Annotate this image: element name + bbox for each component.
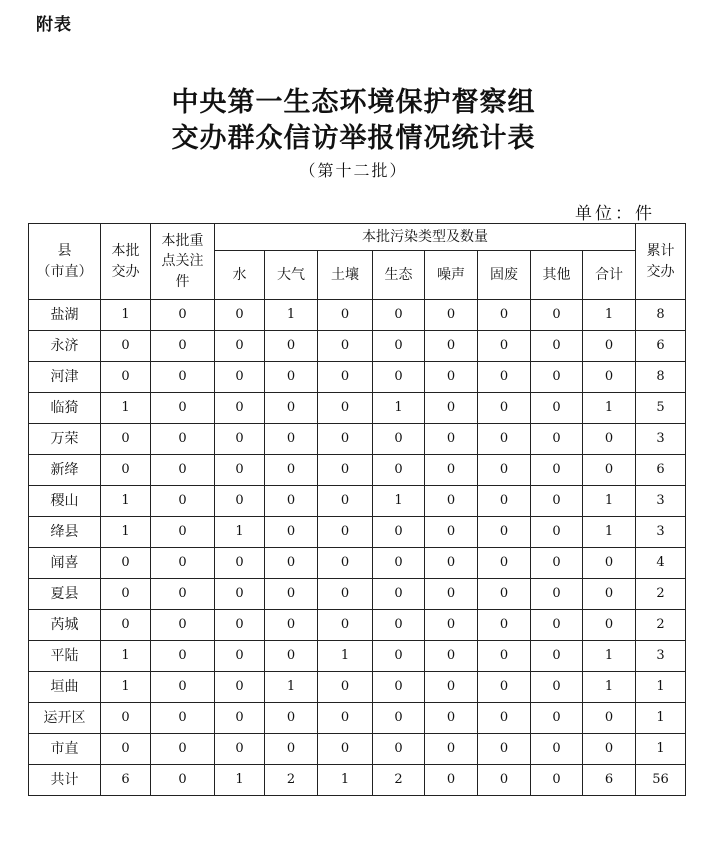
table-row xyxy=(29,455,686,486)
value-cell: 0 xyxy=(215,579,265,610)
value-cell: 0 xyxy=(101,362,151,393)
value-cell: 0 xyxy=(478,765,531,796)
value-cell: 0 xyxy=(265,579,318,610)
value-cell: 0 xyxy=(531,703,583,734)
value-cell: 0 xyxy=(531,486,583,517)
value-cell: 6 xyxy=(583,765,636,796)
value-cell: 0 xyxy=(531,548,583,579)
value-cell: 0 xyxy=(478,362,531,393)
header-pollution-group: 本批污染类型及数量 xyxy=(215,224,636,251)
value-cell: 1 xyxy=(583,393,636,424)
value-cell: 6 xyxy=(636,331,686,362)
value-cell: 0 xyxy=(373,641,425,672)
value-cell: 0 xyxy=(531,641,583,672)
value-cell: 1 xyxy=(583,641,636,672)
value-cell: 0 xyxy=(265,548,318,579)
value-cell: 0 xyxy=(425,641,478,672)
county-cell: 平陆 xyxy=(29,641,101,672)
value-cell: 0 xyxy=(425,362,478,393)
value-cell: 0 xyxy=(318,424,373,455)
value-cell: 1 xyxy=(101,517,151,548)
value-cell: 0 xyxy=(265,610,318,641)
value-cell: 4 xyxy=(636,548,686,579)
value-cell: 0 xyxy=(101,455,151,486)
value-cell: 0 xyxy=(373,362,425,393)
value-cell: 0 xyxy=(373,331,425,362)
value-cell: 0 xyxy=(478,331,531,362)
value-cell: 0 xyxy=(531,362,583,393)
value-cell: 0 xyxy=(478,579,531,610)
value-cell: 2 xyxy=(373,765,425,796)
value-cell: 0 xyxy=(425,455,478,486)
value-cell: 0 xyxy=(318,703,373,734)
value-cell: 0 xyxy=(478,672,531,703)
value-cell: 3 xyxy=(636,424,686,455)
value-cell: 0 xyxy=(151,424,215,455)
table-row xyxy=(29,424,686,455)
header-county: 县 （市直） xyxy=(29,224,101,300)
value-cell: 0 xyxy=(478,548,531,579)
page-title-line1: 中央第一生态环境保护督察组 xyxy=(171,87,536,118)
value-cell: 1 xyxy=(373,486,425,517)
table-row xyxy=(29,331,686,362)
value-cell: 0 xyxy=(265,703,318,734)
value-cell: 0 xyxy=(531,734,583,765)
value-cell: 56 xyxy=(636,765,686,796)
value-cell: 0 xyxy=(425,734,478,765)
value-cell: 0 xyxy=(318,734,373,765)
table-row xyxy=(29,393,686,424)
value-cell: 0 xyxy=(373,610,425,641)
value-cell: 0 xyxy=(265,517,318,548)
county-cell: 运开区 xyxy=(29,703,101,734)
value-cell: 1 xyxy=(373,393,425,424)
header-key-focus: 本批重 点关注 件 xyxy=(151,224,215,300)
value-cell: 0 xyxy=(478,486,531,517)
value-cell: 0 xyxy=(425,765,478,796)
value-cell: 0 xyxy=(215,300,265,331)
value-cell: 0 xyxy=(151,455,215,486)
county-cell: 芮城 xyxy=(29,610,101,641)
value-cell: 0 xyxy=(531,672,583,703)
value-cell: 0 xyxy=(373,517,425,548)
value-cell: 0 xyxy=(478,455,531,486)
value-cell: 1 xyxy=(265,672,318,703)
value-cell: 0 xyxy=(101,610,151,641)
county-cell: 新绛 xyxy=(29,455,101,486)
value-cell: 1 xyxy=(101,672,151,703)
table-row xyxy=(29,765,686,796)
value-cell: 0 xyxy=(373,579,425,610)
value-cell: 8 xyxy=(636,300,686,331)
value-cell: 0 xyxy=(478,300,531,331)
value-cell: 1 xyxy=(101,300,151,331)
value-cell: 0 xyxy=(425,579,478,610)
value-cell: 0 xyxy=(583,362,636,393)
header-noise: 噪声 xyxy=(425,251,478,300)
value-cell: 0 xyxy=(151,641,215,672)
value-cell: 0 xyxy=(478,517,531,548)
value-cell: 0 xyxy=(151,300,215,331)
value-cell: 0 xyxy=(151,765,215,796)
value-cell: 3 xyxy=(636,486,686,517)
value-cell: 0 xyxy=(265,362,318,393)
value-cell: 0 xyxy=(215,548,265,579)
value-cell: 0 xyxy=(373,455,425,486)
value-cell: 0 xyxy=(373,300,425,331)
county-cell: 垣曲 xyxy=(29,672,101,703)
value-cell: 0 xyxy=(373,672,425,703)
value-cell: 0 xyxy=(215,455,265,486)
table-row xyxy=(29,734,686,765)
table-row xyxy=(29,610,686,641)
value-cell: 0 xyxy=(425,548,478,579)
value-cell: 0 xyxy=(151,331,215,362)
value-cell: 1 xyxy=(583,517,636,548)
value-cell: 0 xyxy=(101,331,151,362)
value-cell: 0 xyxy=(265,331,318,362)
header-cumulative: 累计 交办 xyxy=(636,224,686,300)
value-cell: 0 xyxy=(531,424,583,455)
value-cell: 0 xyxy=(151,579,215,610)
header-subtotal: 合计 xyxy=(583,251,636,300)
county-cell: 稷山 xyxy=(29,486,101,517)
county-cell: 临猗 xyxy=(29,393,101,424)
value-cell: 0 xyxy=(373,703,425,734)
value-cell: 0 xyxy=(265,734,318,765)
header-soil: 土壤 xyxy=(318,251,373,300)
value-cell: 0 xyxy=(101,579,151,610)
header-water: 水 xyxy=(215,251,265,300)
value-cell: 0 xyxy=(318,393,373,424)
value-cell: 0 xyxy=(478,393,531,424)
value-cell: 2 xyxy=(636,579,686,610)
value-cell: 0 xyxy=(583,579,636,610)
value-cell: 0 xyxy=(265,424,318,455)
county-cell: 永济 xyxy=(29,331,101,362)
value-cell: 2 xyxy=(636,610,686,641)
value-cell: 0 xyxy=(151,486,215,517)
value-cell: 0 xyxy=(531,765,583,796)
value-cell: 0 xyxy=(215,672,265,703)
value-cell: 0 xyxy=(373,424,425,455)
value-cell: 0 xyxy=(583,610,636,641)
table-row xyxy=(29,486,686,517)
table-row xyxy=(29,300,686,331)
value-cell: 0 xyxy=(318,672,373,703)
value-cell: 0 xyxy=(318,610,373,641)
county-cell: 绛县 xyxy=(29,517,101,548)
value-cell: 0 xyxy=(215,486,265,517)
value-cell: 0 xyxy=(151,548,215,579)
value-cell: 0 xyxy=(531,517,583,548)
value-cell: 0 xyxy=(215,393,265,424)
value-cell: 0 xyxy=(265,486,318,517)
value-cell: 0 xyxy=(318,455,373,486)
value-cell: 1 xyxy=(215,517,265,548)
county-cell: 万荣 xyxy=(29,424,101,455)
value-cell: 6 xyxy=(101,765,151,796)
value-cell: 0 xyxy=(425,517,478,548)
value-cell: 0 xyxy=(151,703,215,734)
value-cell: 3 xyxy=(636,641,686,672)
value-cell: 1 xyxy=(636,703,686,734)
value-cell: 0 xyxy=(531,393,583,424)
county-cell: 盐湖 xyxy=(29,300,101,331)
value-cell: 0 xyxy=(425,610,478,641)
value-cell: 0 xyxy=(318,517,373,548)
value-cell: 0 xyxy=(373,734,425,765)
value-cell: 0 xyxy=(265,641,318,672)
value-cell: 0 xyxy=(425,300,478,331)
value-cell: 3 xyxy=(636,517,686,548)
value-cell: 0 xyxy=(151,517,215,548)
value-cell: 0 xyxy=(478,703,531,734)
attachment-label: 附表 xyxy=(36,15,72,35)
county-cell: 夏县 xyxy=(29,579,101,610)
value-cell: 0 xyxy=(101,734,151,765)
value-cell: 0 xyxy=(151,362,215,393)
value-cell: 0 xyxy=(583,734,636,765)
county-cell: 河津 xyxy=(29,362,101,393)
county-cell: 共计 xyxy=(29,765,101,796)
table-row xyxy=(29,641,686,672)
value-cell: 0 xyxy=(583,331,636,362)
value-cell: 0 xyxy=(531,300,583,331)
value-cell: 1 xyxy=(318,765,373,796)
value-cell: 1 xyxy=(101,641,151,672)
value-cell: 0 xyxy=(318,331,373,362)
header-ecology: 生态 xyxy=(373,251,425,300)
value-cell: 0 xyxy=(101,703,151,734)
value-cell: 0 xyxy=(215,362,265,393)
value-cell: 0 xyxy=(265,455,318,486)
value-cell: 1 xyxy=(215,765,265,796)
value-cell: 0 xyxy=(531,610,583,641)
value-cell: 0 xyxy=(478,424,531,455)
value-cell: 0 xyxy=(373,548,425,579)
page-title-line2: 交办群众信访举报情况统计表 xyxy=(171,123,536,154)
value-cell: 0 xyxy=(583,455,636,486)
value-cell: 0 xyxy=(531,579,583,610)
unit-label: 单位：件 xyxy=(575,204,655,224)
value-cell: 1 xyxy=(636,734,686,765)
value-cell: 0 xyxy=(101,548,151,579)
value-cell: 0 xyxy=(425,486,478,517)
value-cell: 2 xyxy=(265,765,318,796)
value-cell: 0 xyxy=(151,610,215,641)
value-cell: 0 xyxy=(478,610,531,641)
table-body xyxy=(29,300,686,796)
table-row xyxy=(29,579,686,610)
batch-label: （第十二批） xyxy=(299,161,408,180)
table-row xyxy=(29,517,686,548)
value-cell: 0 xyxy=(265,393,318,424)
value-cell: 0 xyxy=(425,424,478,455)
value-cell: 1 xyxy=(636,672,686,703)
value-cell: 0 xyxy=(531,331,583,362)
value-cell: 0 xyxy=(151,672,215,703)
value-cell: 1 xyxy=(101,393,151,424)
header-air: 大气 xyxy=(265,251,318,300)
county-cell: 闻喜 xyxy=(29,548,101,579)
value-cell: 0 xyxy=(318,362,373,393)
value-cell: 8 xyxy=(636,362,686,393)
value-cell: 1 xyxy=(583,672,636,703)
header-other: 其他 xyxy=(531,251,583,300)
value-cell: 0 xyxy=(583,703,636,734)
statistics-table xyxy=(28,223,686,796)
value-cell: 0 xyxy=(478,734,531,765)
value-cell: 0 xyxy=(215,610,265,641)
value-cell: 0 xyxy=(318,579,373,610)
value-cell: 0 xyxy=(425,703,478,734)
value-cell: 1 xyxy=(583,300,636,331)
value-cell: 0 xyxy=(583,548,636,579)
value-cell: 0 xyxy=(215,641,265,672)
value-cell: 0 xyxy=(215,703,265,734)
table-row xyxy=(29,548,686,579)
county-cell: 市直 xyxy=(29,734,101,765)
value-cell: 0 xyxy=(215,734,265,765)
value-cell: 0 xyxy=(425,672,478,703)
table-row xyxy=(29,703,686,734)
value-cell: 1 xyxy=(101,486,151,517)
value-cell: 0 xyxy=(318,486,373,517)
value-cell: 0 xyxy=(151,734,215,765)
value-cell: 0 xyxy=(318,548,373,579)
value-cell: 0 xyxy=(425,393,478,424)
header-batch-assigned: 本批 交办 xyxy=(101,224,151,300)
value-cell: 1 xyxy=(265,300,318,331)
value-cell: 0 xyxy=(531,455,583,486)
value-cell: 0 xyxy=(478,641,531,672)
value-cell: 1 xyxy=(318,641,373,672)
value-cell: 0 xyxy=(583,424,636,455)
value-cell: 0 xyxy=(318,300,373,331)
value-cell: 0 xyxy=(215,424,265,455)
value-cell: 0 xyxy=(101,424,151,455)
value-cell: 5 xyxy=(636,393,686,424)
header-solid-waste: 固废 xyxy=(478,251,531,300)
value-cell: 0 xyxy=(151,393,215,424)
value-cell: 0 xyxy=(425,331,478,362)
value-cell: 0 xyxy=(215,331,265,362)
table-row xyxy=(29,672,686,703)
value-cell: 1 xyxy=(583,486,636,517)
value-cell: 6 xyxy=(636,455,686,486)
table-row xyxy=(29,362,686,393)
